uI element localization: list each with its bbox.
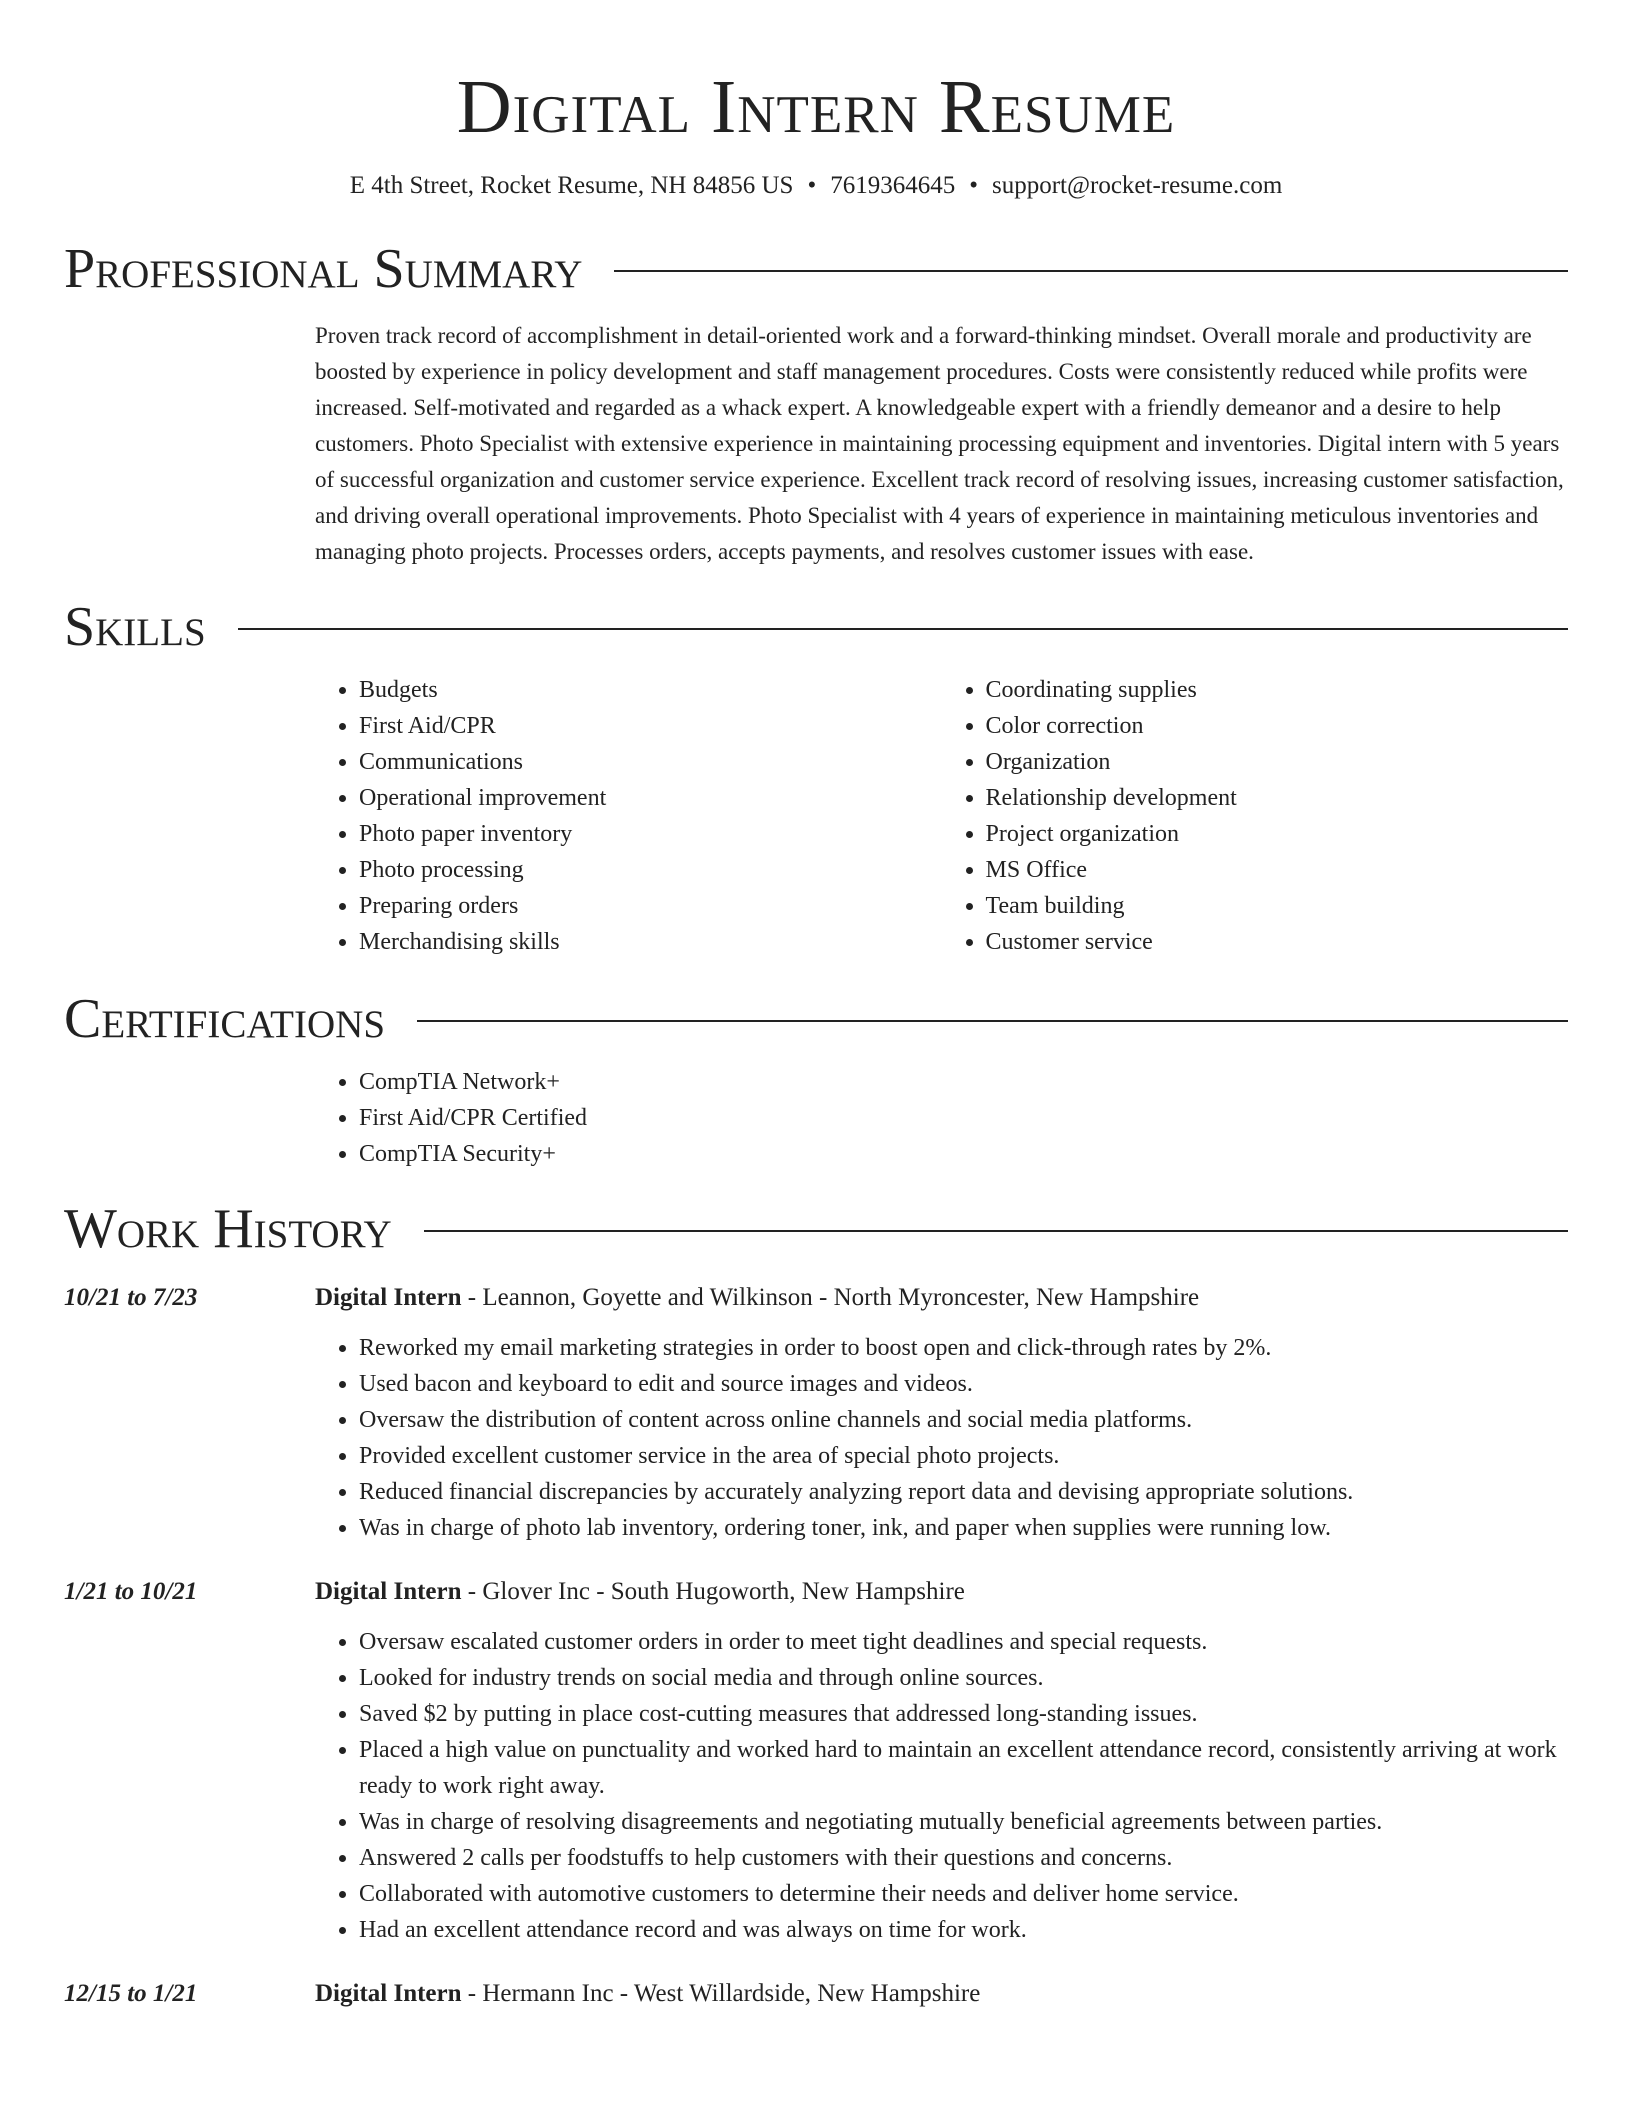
certification-item: • First Aid/CPR Certified	[359, 1100, 1568, 1136]
job-bullet: • Looked for industry trends on social media and through online sources.	[359, 1660, 1568, 1696]
skill-item: • Photo processing	[359, 852, 942, 888]
skill-item: • Color correction	[986, 708, 1569, 744]
work-history-heading: Work History	[64, 1198, 392, 1260]
phone: 7619364645	[830, 172, 956, 199]
job-bullet: • Saved $2 by putting in place cost-cutting measures that addressed long-standing issues.	[359, 1696, 1568, 1732]
skill-item: • MS Office	[986, 852, 1569, 888]
skill-item: • First Aid/CPR	[359, 708, 942, 744]
job-header	[64, 1976, 1568, 2012]
certifications-list	[315, 1064, 1568, 1172]
job-bullets	[315, 1330, 1568, 1546]
skills-heading: Skills	[64, 596, 206, 658]
job-bullet: • Provided excellent customer service in the area of special photo projects.	[359, 1438, 1568, 1474]
skills-section-header	[64, 594, 1568, 660]
job-bullet: • Had an excellent attendance record and was always on time for work.	[359, 1912, 1568, 1948]
address: E 4th Street, Rocket Resume, NH 84856 US	[349, 172, 794, 199]
certifications-section-header	[64, 986, 1568, 1052]
job-title: Digital Intern	[315, 1980, 462, 2007]
certification-item: • CompTIA Security+	[359, 1136, 1568, 1172]
job-entry	[64, 1976, 1568, 2012]
job-header	[64, 1280, 1568, 1316]
job-bullets-block	[315, 1624, 1568, 1948]
job-entry	[64, 1574, 1568, 1948]
certifications-heading: Certifications	[64, 988, 386, 1050]
resume-page	[64, 0, 1568, 2012]
email: support@rocket-resume.com	[991, 172, 1283, 199]
job-bullet: • Oversaw escalated customer orders in order to meet tight deadlines and special requests.	[359, 1624, 1568, 1660]
job-details: - Leannon, Goyette and Wilkinson - North Myroncester, New Hampshire	[461, 1284, 1200, 1311]
job-header	[64, 1574, 1568, 1610]
job-title: Digital Intern	[315, 1578, 462, 1605]
job-dates: 10/21 to 7/23	[64, 1284, 198, 1311]
job-heading	[315, 1574, 965, 1610]
skill-item: • Operational improvement	[359, 780, 942, 816]
job-heading	[315, 1280, 1199, 1316]
skills-columns	[315, 672, 1568, 960]
job-bullet: • Was in charge of resolving disagreements and negotiating mutually beneficial agreements between parties.	[359, 1804, 1568, 1840]
job-bullets-block	[315, 1330, 1568, 1546]
separator: •	[807, 172, 817, 199]
resume-title: Digital Intern Resume	[456, 65, 1176, 149]
job-bullet: • Answered 2 calls per foodstuffs to help customers with their questions and concerns.	[359, 1840, 1568, 1876]
summary-section-header	[64, 236, 1568, 302]
job-bullet: • Oversaw the distribution of content across online channels and social media platforms.	[359, 1402, 1568, 1438]
certifications-block	[315, 1064, 1568, 1172]
job-dates: 12/15 to 1/21	[64, 1980, 198, 2007]
job-bullet: • Used bacon and keyboard to edit and source images and videos.	[359, 1366, 1568, 1402]
summary-text: Proven track record of accomplishment in detail-oriented work and a forward-thinking mindset. Overall morale and productivity are boosted by experience in policy development and staff management procedures. Costs were consistently reduced while profits were increased. Self-motivated and regarded as a whack expert. A knowledgeable expert with a friendly demeanor and a desire to help customers. Photo Specialist with extensive experience in maintaining processing equipment and inventories. Digital intern with 5 years of successful organization and customer service experience. Excellent track record of resolving issues, increasing customer satisfaction, and driving overall operational improvements. Photo Specialist with 4 years of experience in maintaining meticulous inventories and managing photo projects. Processes orders, accepts payments, and resolves customer issues with ease.	[315, 323, 1564, 564]
summary-heading: Professional Summary	[64, 238, 583, 300]
skill-item: • Merchandising skills	[359, 924, 942, 960]
skill-item: • Budgets	[359, 672, 942, 708]
skills-list-right	[942, 672, 1569, 960]
job-bullet: • Collaborated with automotive customers to determine their needs and deliver home service.	[359, 1876, 1568, 1912]
job-bullet: • Reduced financial discrepancies by accurately analyzing report data and devising appropriate solutions.	[359, 1474, 1568, 1510]
job-details: - Glover Inc - South Hugoworth, New Hampshire	[461, 1578, 965, 1605]
skills-list-left	[315, 672, 942, 960]
certification-item: • CompTIA Network+	[359, 1064, 1568, 1100]
section-divider	[614, 270, 1568, 272]
job-title: Digital Intern	[315, 1284, 462, 1311]
job-bullet: • Reworked my email marketing strategies in order to boost open and click-through rates by 2%.	[359, 1330, 1568, 1366]
job-entry	[64, 1280, 1568, 1546]
skill-item: • Coordinating supplies	[986, 672, 1569, 708]
skill-item: • Organization	[986, 744, 1569, 780]
separator: •	[969, 172, 978, 199]
job-heading	[315, 1976, 980, 2012]
skill-item: • Customer service	[986, 924, 1569, 960]
skill-item: • Relationship development	[986, 780, 1569, 816]
work-history-section-header	[64, 1196, 1568, 1262]
skill-item: • Communications	[359, 744, 942, 780]
job-bullets	[315, 1624, 1568, 1948]
skill-item: • Project organization	[986, 816, 1569, 852]
job-dates: 1/21 to 10/21	[64, 1578, 198, 1605]
job-details: - Hermann Inc - West Willardside, New Hampshire	[461, 1980, 981, 2007]
section-divider	[424, 1230, 1568, 1232]
skill-item: • Photo paper inventory	[359, 816, 942, 852]
job-bullet: • Placed a high value on punctuality and worked hard to maintain an excellent attendance record, consistently arriving at work ready to work right away.	[359, 1732, 1568, 1804]
contact-line	[64, 170, 1568, 202]
section-divider	[238, 628, 1568, 630]
section-divider	[417, 1020, 1568, 1022]
skill-item: • Preparing orders	[359, 888, 942, 924]
skill-item: • Team building	[986, 888, 1569, 924]
job-bullet: • Was in charge of photo lab inventory, ordering toner, ink, and paper when supplies were running low.	[359, 1510, 1568, 1546]
